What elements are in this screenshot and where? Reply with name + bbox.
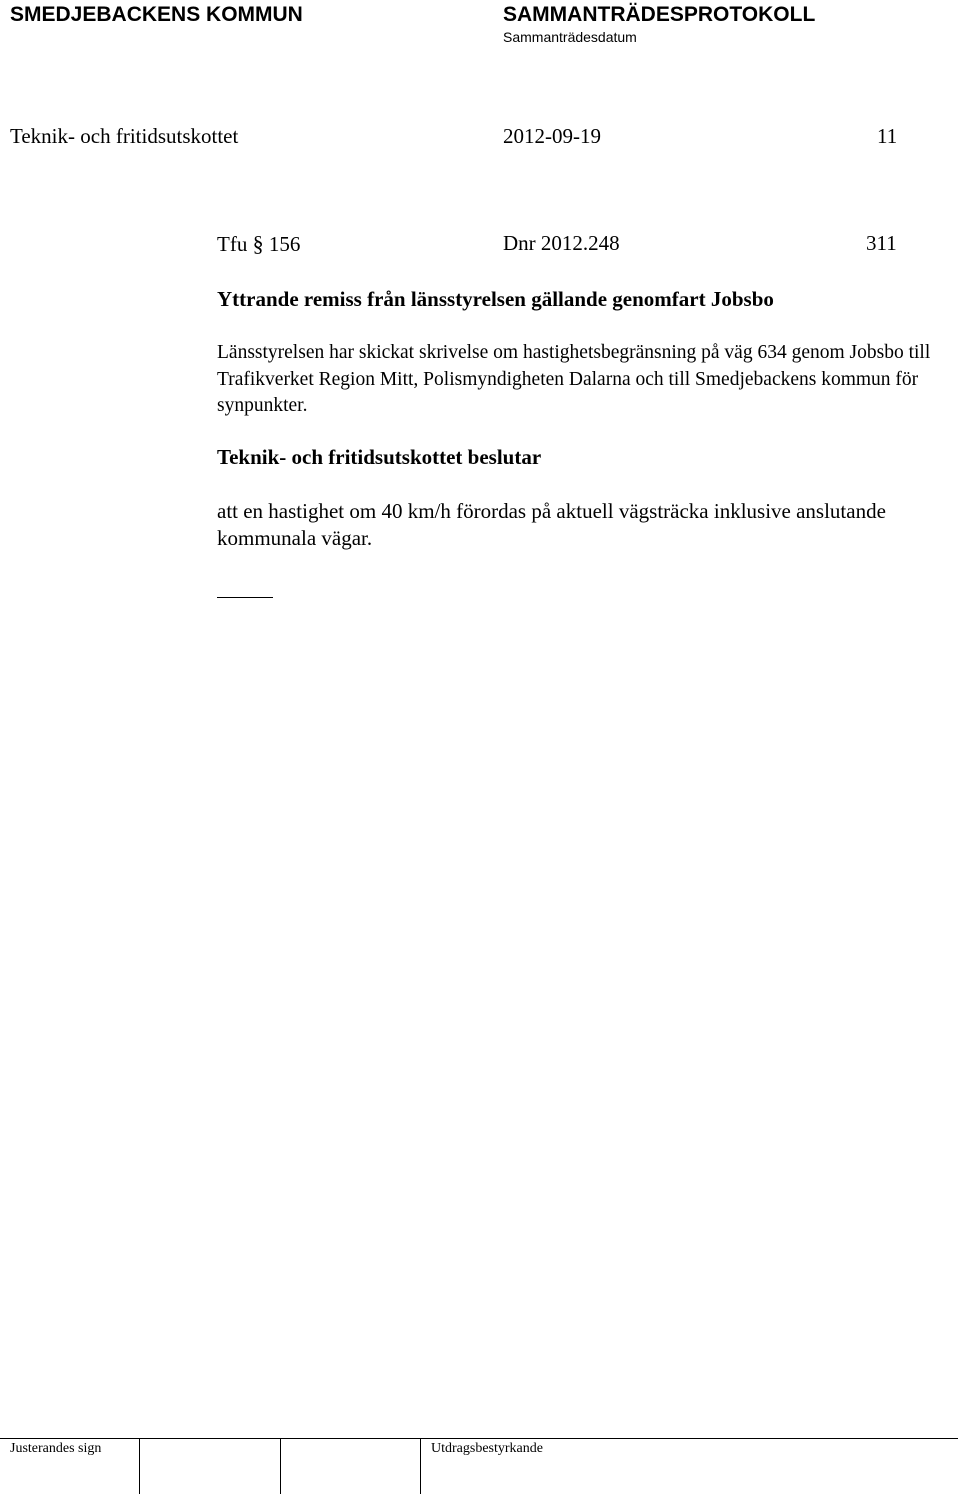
decision-heading: Teknik- och fritidsutskottet beslutar — [217, 445, 542, 469]
footer-divider — [139, 1438, 140, 1494]
meeting-date-label: Sammanträdesdatum — [503, 29, 637, 45]
item-body-text: Länsstyrelsen har skickat skrivelse om hastighetsbegränsning på väg 634 genom Jobsbo till Trafikverket Region Mitt, Polismyndigheten Dalarna och till Smedjebackens kommun för synpunkter. — [217, 342, 931, 416]
page-number: 11 — [877, 124, 898, 148]
section-sign: § — [252, 231, 264, 256]
paragraph-number: 156 — [268, 232, 301, 256]
paragraph-prefix: Tfu — [217, 232, 248, 256]
meeting-date: 2012-09-19 — [503, 124, 601, 148]
footer-divider — [280, 1438, 281, 1494]
certification-label: Utdragsbestyrkande — [431, 1441, 543, 1456]
document-type: SAMMANTRÄDESPROTOKOLL — [503, 3, 816, 26]
signature-label: Justerandes sign — [10, 1441, 102, 1456]
footer-divider — [420, 1438, 421, 1494]
end-of-item-rule — [217, 597, 273, 598]
paragraph-reference — [217, 231, 300, 257]
decision-text: att en hastighet om 40 km/h förordas på aktuell vägsträcka inklusive anslutande kommunala vägar. — [217, 499, 886, 550]
item-heading: Yttrande remiss från länsstyrelsen gällande genomfart Jobsbo — [217, 287, 774, 311]
reference-number: 311 — [866, 231, 897, 255]
organization-name: SMEDJEBACKENS KOMMUN — [10, 3, 303, 26]
diary-number: Dnr 2012.248 — [503, 231, 620, 255]
committee-name: Teknik- och fritidsutskottet — [10, 124, 239, 148]
footer-rule — [0, 1438, 958, 1439]
